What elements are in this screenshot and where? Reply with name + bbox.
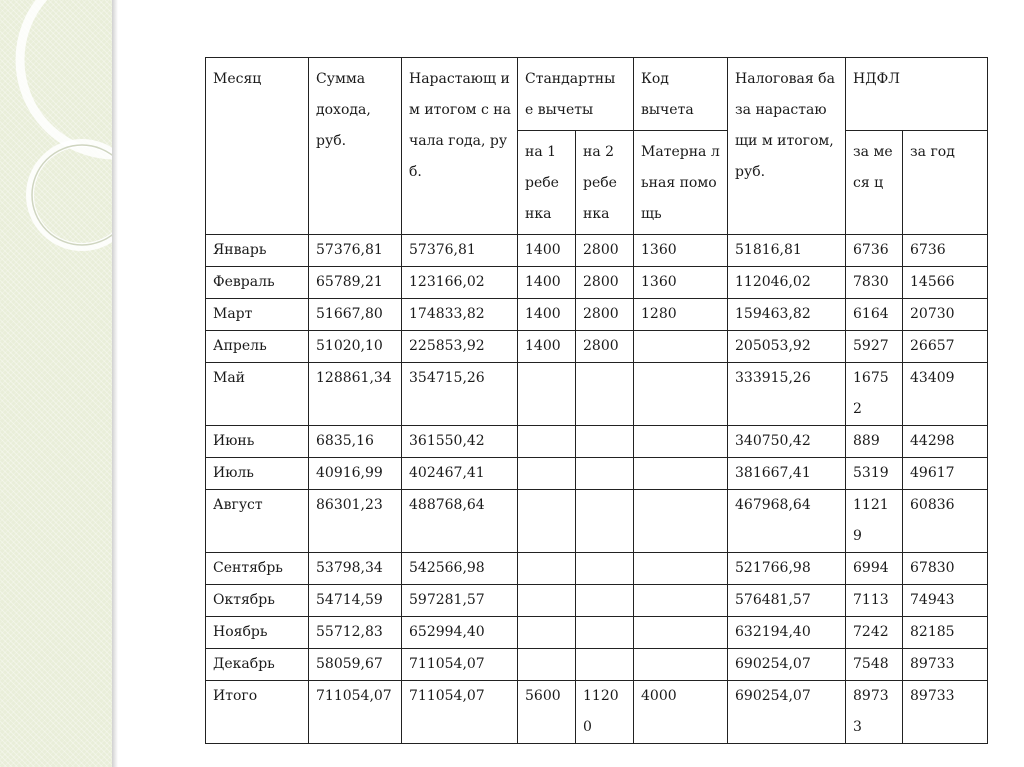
cell-ndfl-year: 74943	[903, 585, 988, 617]
table-row	[206, 426, 988, 458]
cell-month: Итого	[206, 681, 309, 744]
cell-code	[634, 426, 728, 458]
cell-code: 1360	[634, 235, 728, 267]
cell-code	[634, 363, 728, 426]
cell-tax-base: 51816,81	[728, 235, 846, 267]
header-income: Сумма дохода, руб.	[309, 58, 402, 235]
cell-ndfl-year: 82185	[903, 617, 988, 649]
table-row	[206, 458, 988, 490]
cell-ndfl-year: 67830	[903, 553, 988, 585]
header-standard-deductions: Стандартны е вычеты	[518, 58, 634, 131]
cell-ndfl-month: 16752	[846, 363, 903, 426]
cell-code	[634, 553, 728, 585]
cell-tax-base: 112046,02	[728, 267, 846, 299]
cell-child-2: 2800	[576, 299, 634, 331]
table-row	[206, 267, 988, 299]
cell-ndfl-month: 89733	[846, 681, 903, 744]
cell-child-2	[576, 553, 634, 585]
header-per-year: за год	[903, 131, 988, 235]
decorative-circles	[0, 0, 112, 320]
cell-child-2	[576, 363, 634, 426]
cell-cumulative: 488768,64	[402, 490, 518, 553]
cell-tax-base: 381667,41	[728, 458, 846, 490]
table-row	[206, 490, 988, 553]
cell-child-1: 1400	[518, 267, 576, 299]
cell-month: Апрель	[206, 331, 309, 363]
table-row	[206, 585, 988, 617]
cell-tax-base: 333915,26	[728, 363, 846, 426]
cell-income: 86301,23	[309, 490, 402, 553]
cell-income: 57376,81	[309, 235, 402, 267]
cell-code: 1280	[634, 299, 728, 331]
cell-child-2	[576, 585, 634, 617]
cell-income: 58059,67	[309, 649, 402, 681]
cell-child-1	[518, 649, 576, 681]
cell-code	[634, 649, 728, 681]
cell-income: 711054,07	[309, 681, 402, 744]
cell-child-2: 2800	[576, 267, 634, 299]
cell-child-2	[576, 490, 634, 553]
header-per-month: за меся ц	[846, 131, 903, 235]
cell-tax-base: 690254,07	[728, 649, 846, 681]
table-row	[206, 553, 988, 585]
cell-code: 1360	[634, 267, 728, 299]
cell-tax-base: 632194,40	[728, 617, 846, 649]
cell-ndfl-month: 6994	[846, 553, 903, 585]
header-ndfl: НДФЛ	[846, 58, 988, 131]
cell-cumulative: 542566,98	[402, 553, 518, 585]
header-material-aid: Матерна льная помощь	[634, 131, 728, 235]
table-row	[206, 617, 988, 649]
table-row	[206, 363, 988, 426]
cell-ndfl-year: 14566	[903, 267, 988, 299]
cell-month: Июль	[206, 458, 309, 490]
cell-child-2: 2800	[576, 235, 634, 267]
cell-cumulative: 123166,02	[402, 267, 518, 299]
cell-income: 6835,16	[309, 426, 402, 458]
cell-child-1	[518, 585, 576, 617]
cell-cumulative: 354715,26	[402, 363, 518, 426]
cell-income: 65789,21	[309, 267, 402, 299]
cell-ndfl-year: 60836	[903, 490, 988, 553]
table-row	[206, 235, 988, 267]
cell-cumulative: 402467,41	[402, 458, 518, 490]
side-panel-shadow	[112, 0, 118, 767]
cell-tax-base: 690254,07	[728, 681, 846, 744]
cell-ndfl-month: 6736	[846, 235, 903, 267]
cell-income: 55712,83	[309, 617, 402, 649]
cell-month: Сентябрь	[206, 553, 309, 585]
cell-cumulative: 652994,40	[402, 617, 518, 649]
cell-code	[634, 331, 728, 363]
cell-child-1	[518, 553, 576, 585]
cell-income: 51020,10	[309, 331, 402, 363]
cell-month: Октябрь	[206, 585, 309, 617]
cell-tax-base: 159463,82	[728, 299, 846, 331]
cell-tax-base: 576481,57	[728, 585, 846, 617]
header-tax-base: Налоговая база нарастающи м итогом, руб.	[728, 58, 846, 235]
cell-ndfl-month: 7242	[846, 617, 903, 649]
cell-cumulative: 711054,07	[402, 681, 518, 744]
cell-child-1	[518, 617, 576, 649]
cell-code	[634, 458, 728, 490]
cell-tax-base: 205053,92	[728, 331, 846, 363]
cell-ndfl-year: 20730	[903, 299, 988, 331]
cell-child-1	[518, 490, 576, 553]
cell-month: Ноябрь	[206, 617, 309, 649]
cell-ndfl-year: 26657	[903, 331, 988, 363]
cell-ndfl-month: 7830	[846, 267, 903, 299]
cell-month: Июнь	[206, 426, 309, 458]
cell-income: 51667,80	[309, 299, 402, 331]
cell-child-2	[576, 617, 634, 649]
cell-child-2: 2800	[576, 331, 634, 363]
cell-code	[634, 585, 728, 617]
cell-tax-base: 467968,64	[728, 490, 846, 553]
cell-ndfl-year: 6736	[903, 235, 988, 267]
cell-ndfl-month: 889	[846, 426, 903, 458]
cell-child-2	[576, 426, 634, 458]
cell-month: Февраль	[206, 267, 309, 299]
cell-ndfl-month: 7548	[846, 649, 903, 681]
cell-code: 4000	[634, 681, 728, 744]
table-row	[206, 331, 988, 363]
cell-cumulative: 597281,57	[402, 585, 518, 617]
cell-code	[634, 490, 728, 553]
table-row-total	[206, 681, 988, 744]
cell-code	[634, 617, 728, 649]
cell-ndfl-month: 5927	[846, 331, 903, 363]
cell-child-1: 1400	[518, 331, 576, 363]
cell-month: Май	[206, 363, 309, 426]
header-deduction-code: Код вычета	[634, 58, 728, 131]
cell-ndfl-year: 49617	[903, 458, 988, 490]
cell-ndfl-month: 6164	[846, 299, 903, 331]
cell-child-1	[518, 426, 576, 458]
cell-child-1: 1400	[518, 235, 576, 267]
ndfl-calculation-table	[205, 57, 988, 744]
header-month: Месяц	[206, 58, 309, 235]
table-row	[206, 649, 988, 681]
cell-ndfl-month: 5319	[846, 458, 903, 490]
cell-income: 40916,99	[309, 458, 402, 490]
cell-cumulative: 174833,82	[402, 299, 518, 331]
cell-ndfl-year: 44298	[903, 426, 988, 458]
cell-cumulative: 57376,81	[402, 235, 518, 267]
cell-month: Август	[206, 490, 309, 553]
cell-income: 53798,34	[309, 553, 402, 585]
cell-child-1: 5600	[518, 681, 576, 744]
cell-ndfl-year: 89733	[903, 681, 988, 744]
cell-income: 54714,59	[309, 585, 402, 617]
cell-child-1	[518, 458, 576, 490]
header-child-1: на 1 ребе нка	[518, 131, 576, 235]
cell-child-1	[518, 363, 576, 426]
header-child-2: на 2 ребе нка	[576, 131, 634, 235]
cell-cumulative: 225853,92	[402, 331, 518, 363]
cell-income: 128861,34	[309, 363, 402, 426]
cell-ndfl-year: 43409	[903, 363, 988, 426]
cell-tax-base: 521766,98	[728, 553, 846, 585]
cell-month: Март	[206, 299, 309, 331]
cell-child-1: 1400	[518, 299, 576, 331]
cell-tax-base: 340750,42	[728, 426, 846, 458]
cell-month: Январь	[206, 235, 309, 267]
cell-month: Декабрь	[206, 649, 309, 681]
header-cumulative: Нарастающ им итогом с начала года, руб.	[402, 58, 518, 235]
table-row	[206, 299, 988, 331]
cell-child-2	[576, 458, 634, 490]
cell-cumulative: 361550,42	[402, 426, 518, 458]
cell-ndfl-year: 89733	[903, 649, 988, 681]
cell-cumulative: 711054,07	[402, 649, 518, 681]
cell-ndfl-month: 7113	[846, 585, 903, 617]
cell-child-2: 11200	[576, 681, 634, 744]
cell-child-2	[576, 649, 634, 681]
cell-ndfl-month: 11219	[846, 490, 903, 553]
